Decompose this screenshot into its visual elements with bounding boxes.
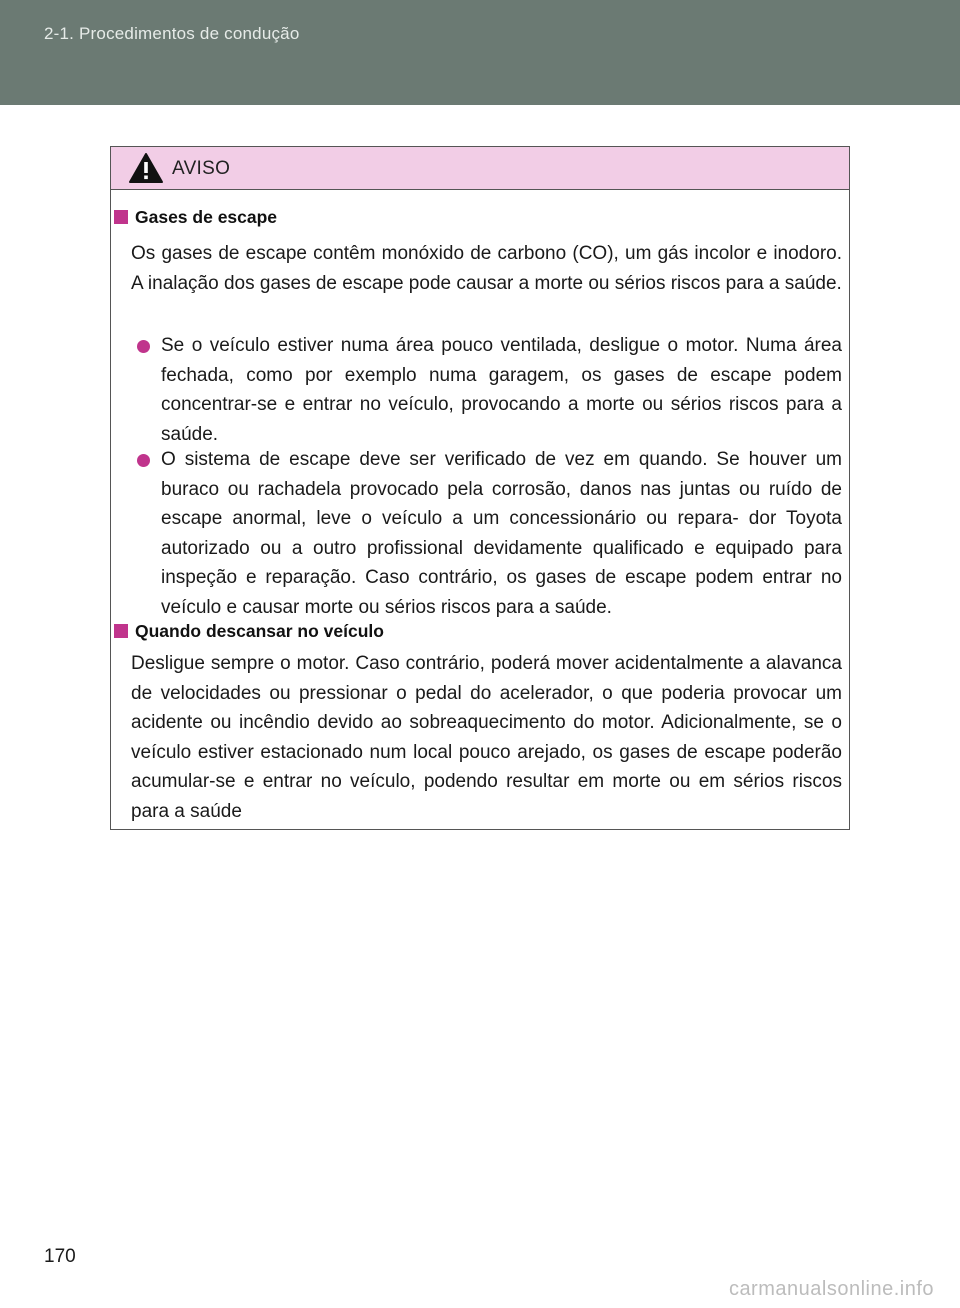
warning-header xyxy=(111,147,849,190)
section-heading xyxy=(114,207,277,228)
square-bullet-icon xyxy=(114,210,128,224)
page-header xyxy=(0,0,960,105)
watermark: carmanualsonline.info xyxy=(728,1278,934,1300)
page-number: 170 xyxy=(44,1246,76,1267)
circle-bullet-icon xyxy=(137,454,150,467)
warning-triangle-icon xyxy=(128,152,164,184)
warning-box xyxy=(110,146,850,830)
section-title: 2-1. Procedimentos de condução xyxy=(44,24,300,43)
paragraph: Os gases de escape contêm monóxido de carbono (CO), um gás incolor e inodoro. A inalação dos gases de escape pode causar a morte ou sérios riscos para a saúde. xyxy=(131,243,842,294)
list-item-text: O sistema de escape deve ser verificado de vez em quando. Se houver um buraco ou rachadela provocado pela corrosão, danos nas juntas ou ruído de escape anormal, leve o veículo a um concessionário ou repara- dor Toyota autorizado ou a outro profissional devidamente qualificado e equipado para inspeção e reparação. Caso contrário, os gases de escape podem entrar no veículo e causar morte ou sérios riscos para a saúde. xyxy=(161,449,842,618)
section-heading xyxy=(114,621,384,642)
list-item-text: Se o veículo estiver numa área pouco ventilada, desligue o motor. Numa área fechada, como por exemplo numa garagem, os gases de escape podem concentrar-se e entrar no veículo, provocando a morte ou sérios riscos para a saúde. xyxy=(161,335,842,445)
paragraph: Desligue sempre o motor. Caso contrário, poderá mover acidentalmente a alavanca de velocidades ou pressionar o pedal do acelerador, o que poderia provocar um acidente ou incêndio devido ao sobreaquecimento do motor. Adicionalmente, se o veículo estiver estacionado num local pouco arejado, os gases de escape poderão acumular-se e entrar no veículo, podendo resultar em morte ou em sérios riscos para a saúde xyxy=(131,653,842,822)
circle-bullet-icon xyxy=(137,340,150,353)
list-item xyxy=(137,445,842,623)
section-heading-text: Quando descansar no veículo xyxy=(135,621,384,641)
section-heading-text: Gases de escape xyxy=(135,207,278,227)
list-item xyxy=(137,331,842,449)
warning-title: AVISO xyxy=(172,158,231,179)
square-bullet-icon xyxy=(114,624,128,638)
